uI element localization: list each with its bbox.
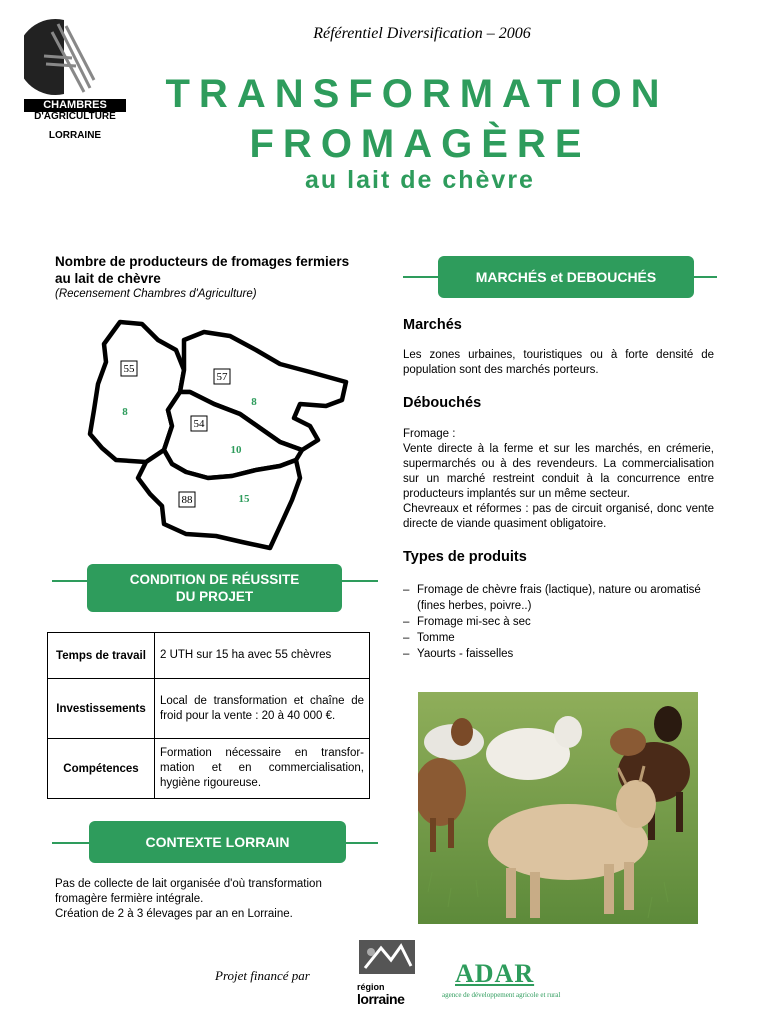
document-subtitle: Référentiel Diversification – 2006	[313, 25, 531, 42]
condition-heading-line1: CONDITION DE RÉUSSITE	[129, 572, 300, 587]
condition-heading	[87, 564, 342, 612]
region-small-text: région	[357, 982, 385, 992]
dept-count-57: 8	[251, 396, 257, 408]
debouches-line-2: Vente directe à la ferme et sur les marchés, en crémerie, supermarchés ou à des revendeurs. La commercialisation sur un marché restreint conduit à la concurrence entre producteurs implantés sur un même secteur.	[403, 443, 714, 500]
table-row	[48, 679, 370, 739]
row-value: Local de transformation et chaîne de froid pour la vente : 20 à 40 000 €.	[155, 679, 370, 739]
dept-count-55: 8	[122, 406, 128, 418]
marches-text: Les zones urbaines, touristiques ou à forte densité de population sont des marchés porteurs.	[403, 349, 714, 376]
dept-code-54: 54	[193, 418, 205, 430]
row-label: Compétences	[48, 739, 155, 799]
dept-code-88: 88	[181, 494, 193, 506]
map-source: (Recensement Chambres d'Agriculture)	[55, 288, 257, 300]
row-label: Investissements	[48, 679, 155, 739]
dept-count-54: 10	[230, 444, 242, 456]
region-big-text: lorraine	[357, 991, 405, 1007]
list-item: – Fromage de chèvre frais (lactique), nature ou aromatisé (fines herbes, poivre..)	[403, 582, 715, 614]
dept-code-57: 57	[216, 371, 228, 383]
logo-band: CHAMBRES	[24, 99, 126, 112]
financed-by: Projet financé par	[215, 968, 310, 983]
title-line-3: au lait de chèvre	[305, 166, 535, 194]
adar-subtitle: agence de développement agricole et rural	[442, 991, 561, 999]
row-label: Temps de travail	[48, 633, 155, 679]
debouches-line-3: Chevreaux et réformes : pas de circuit organisé, donc vente directe de viande quasiment obligatoire.	[403, 503, 714, 530]
adar-logo: ADAR	[455, 959, 535, 988]
debouches-text	[403, 427, 714, 532]
logo-org-line: D'AGRICULTURE	[34, 111, 116, 122]
condition-table	[47, 632, 370, 799]
condition-heading-line2: DU PROJET	[175, 589, 254, 604]
table-row	[48, 633, 370, 679]
title-line-1: TRANSFORMATION	[165, 72, 669, 116]
list-item: – Fromage mi-sec à sec	[403, 614, 715, 630]
lorraine-map	[80, 310, 355, 555]
row-value: Formation nécessaire en transfor-mation et en commercialisation, hygiène rigoureuse.	[155, 739, 370, 799]
marches-subheading: Marchés	[403, 317, 462, 333]
title-line-2: FROMAGÈRE	[249, 122, 591, 166]
logo-region-line: LORRAINE	[48, 130, 102, 141]
contexte-heading: CONTEXTE LORRAIN	[89, 821, 346, 863]
product-types-list	[403, 582, 715, 662]
row-value: 2 UTH sur 15 ha avec 55 chèvres	[155, 633, 370, 679]
contexte-text-2: Création de 2 à 3 élevages par an en Lorraine.	[55, 908, 293, 920]
region-lorraine-emblem	[357, 938, 419, 978]
region-lorraine-logo	[357, 938, 419, 1007]
contexte-text	[55, 877, 366, 922]
debouches-subheading: Débouchés	[403, 395, 482, 411]
types-subheading: Types de produits	[403, 549, 527, 565]
contexte-text-1: Pas de collecte de lait organisée d'où transformation fromagère fermière intégrale.	[55, 878, 322, 905]
debouches-line-1: Fromage :	[403, 428, 456, 440]
table-row	[48, 739, 370, 799]
list-item: – Tomme	[403, 630, 715, 646]
list-item: – Yaourts - faisselles	[403, 646, 715, 662]
marches-heading: MARCHÉS et DEBOUCHÉS	[438, 256, 694, 298]
map-title: Nombre de producteurs de fromages fermiers au lait de chèvre	[55, 254, 350, 286]
dept-count-88: 15	[238, 493, 250, 505]
goats-photo	[418, 692, 698, 924]
dept-code-55: 55	[123, 363, 135, 375]
